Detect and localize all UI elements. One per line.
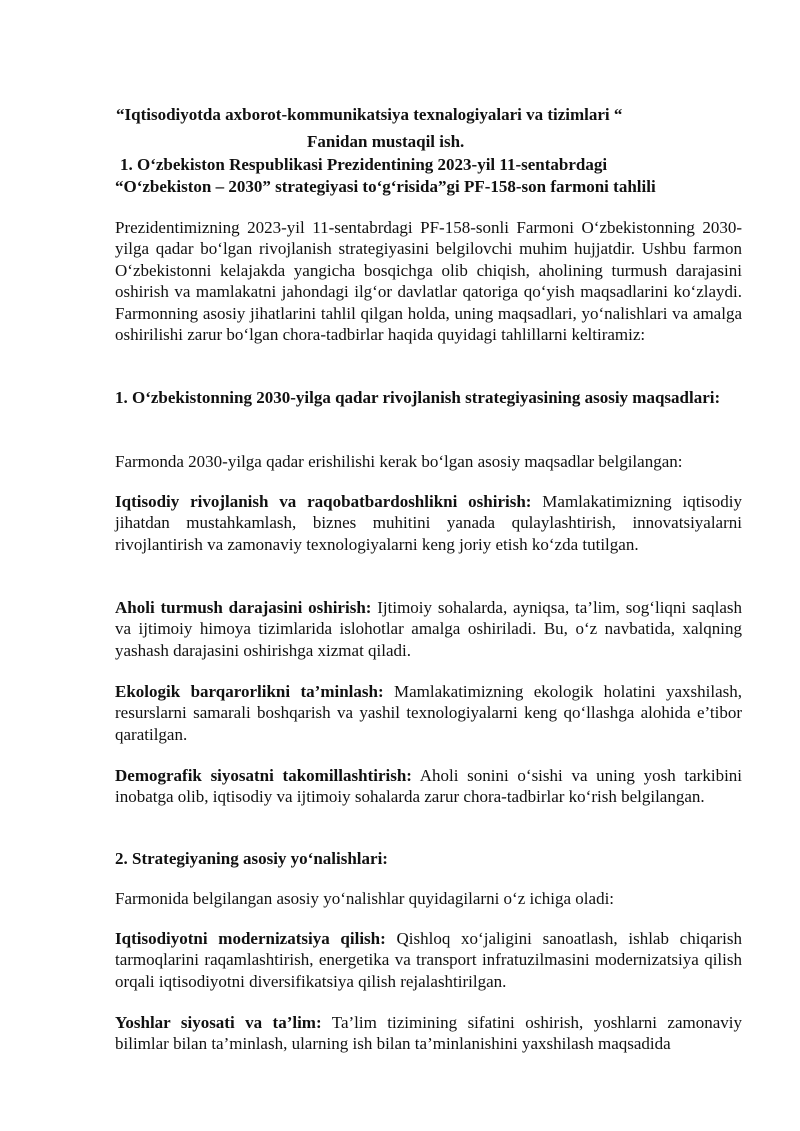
direction-term: Yoshlar siyosati va ta’lim: xyxy=(115,1013,322,1032)
direction-paragraph xyxy=(115,928,742,992)
section-1-lead: Farmonda 2030-yilga qadar erishilishi kerak bo‘lgan asosiy maqsadlar belgilangan: xyxy=(115,452,683,471)
direction-text: Qishloq xo‘jaligini sanoatlash, ishlab chiqarish tarmoqlarini raqamlashtirish, energetika va transport infratuzilmasini modernizatsiya qilish orqali iqtisodiyotni diversifikatsiya qilish rejalashtirilgan. xyxy=(115,929,742,991)
document-subtitle: Fanidan mustaqil ish. xyxy=(307,132,465,151)
goal-text: Aholi sonini o‘sishi va uning yosh tarkibini inobatga olib, iqtisodiy va ijtimoiy sohalarda zarur chora-tadbirlar ko‘rish belgilangan. xyxy=(115,766,743,807)
direction-text: Ta’lim tizimining sifatini oshirish, yoshlarni zamonaviy bilimlar bilan ta’minlash, ularning ish bilan ta’minlanishini yaxshilash maqsadida xyxy=(115,1013,742,1054)
intro-paragraph: Prezidentimizning 2023-yil 11-sentabrdagi PF-158-sonli Farmoni O‘zbekistonning 2030-yilga qadar bo‘lgan rivojlanish strategiyasini belgilovchi muhim hujjatdir. Ushbu farmon O‘zbekistonni kelajakda yangicha bosqichga olib chiqish, aholining turmush darajasini oshirish va mamlakatni jahondagi ilg‘or davlatlar qatoriga qo‘yish maqsadlarini ko‘zlaydi. Farmonning asosiy jihatlarini tahlil qilgan holda, uning maqsadlari, yo‘nalishlari va amalga oshirilishi zarur bo‘lgan chora-tadbirlar haqida quyidagi tahlillarni keltiramiz: xyxy=(115,218,742,345)
goal-term: Demografik siyosatni takomillashtirish: xyxy=(115,766,412,785)
goal-paragraph xyxy=(115,491,742,555)
topic-heading-line2: “O‘zbekiston – 2030” strategiyasi to‘g‘risida”gi PF-158-son farmoni tahlili xyxy=(115,177,656,196)
section-1-heading: 1. O‘zbekistonning 2030-yilga qadar rivojlanish strategiyasining asosiy maqsadlari: xyxy=(115,388,721,407)
goal-paragraph xyxy=(115,765,742,808)
goal-term: Iqtisodiy rivojlanish va raqobatbardoshlikni oshirish: xyxy=(115,492,532,511)
goal-term: Aholi turmush darajasini oshirish: xyxy=(115,598,372,617)
goal-paragraph xyxy=(115,681,742,745)
goal-term: Ekologik barqarorlikni ta’minlash: xyxy=(115,682,384,701)
topic-heading-line1: 1. O‘zbekiston Respublikasi Prezidentining 2023-yil 11-sentabrdagi xyxy=(120,155,608,174)
goal-text: Mamlakatimizning ekologik holatini yaxshilash, resurslarni samarali boshqarish va yashil texnologiyalarni keng qo‘llashga alohida e’tibor qaratilgan. xyxy=(115,682,742,744)
direction-paragraph xyxy=(115,1012,742,1055)
goal-paragraph xyxy=(115,597,742,661)
document-title: “Iqtisodiyotda axborot-kommunikatsiya texnalogiyalari va tizimlari “ xyxy=(116,105,623,124)
section-2-heading: 2. Strategiyaning asosiy yo‘nalishlari: xyxy=(115,849,388,868)
goal-text: Ijtimoiy sohalarda, ayniqsa, ta’lim, sog‘liqni saqlash va ijtimoiy himoya tizimlarida islohotlar amalga oshiriladi. Bu, o‘z navbatida, xalqning yashash darajasini oshirishga xizmat qiladi. xyxy=(115,598,742,660)
section-2-lead: Farmonida belgilangan asosiy yo‘nalishlar quyidagilarni o‘z ichiga oladi: xyxy=(115,889,615,908)
goal-text: Mamlakatimizning iqtisodiy jihatdan mustahkamlash, biznes muhitini yanada qulaylashtirish, innovatsiyalarni rivojlantirish va zamonaviy texnologiyalarni keng joriy etish ko‘zda tutilgan. xyxy=(115,492,742,554)
direction-term: Iqtisodiyotni modernizatsiya qilish: xyxy=(115,929,386,948)
